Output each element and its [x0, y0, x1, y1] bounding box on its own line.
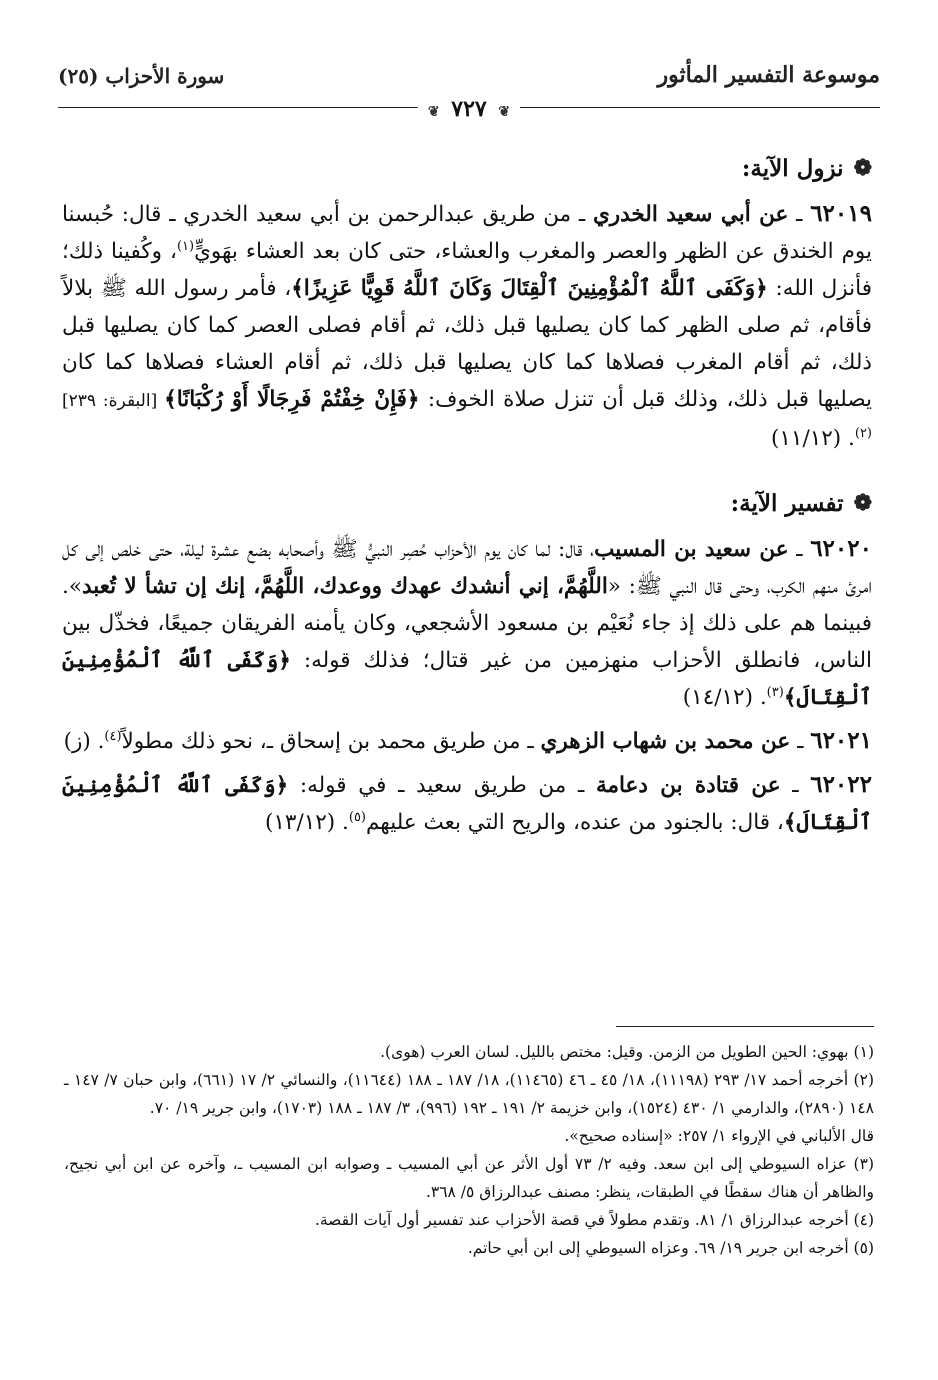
narration-text: ـ من طريق محمد بن إسحاق ـ، نحو ذلك مطولاً — [121, 729, 541, 754]
narration-text: ـ من طريق عبدالرحمن بن أبي سعيد الخدري ـ قال: حُبسنا يوم الخندق عن الظهر والعصر والمغرب والعشاء، حتى كان بعد العشاء بهَويٍّ — [62, 202, 872, 264]
narration-62020: ٦٢٠٢٠ ـ عن سعيد بن المسيب، قال: لما كان يوم الأحزاب حُصِر النبيُّ ﷺ وأصحابه بضع عشرة ليلة، حتى خلص إلى كل امرئ منهم الكرب، وحتى قال النبي ﷺ: «اللَّهُمَّ، إني أنشدك عهدك ووعدك، اللَّهُمَّ، إنك إن تشأ لا تُعبد». فبينما هم على ذلك إذ جاء نُعَيْم بن مسعود الأشجعي، وكان يأمنه الفريقان جميعًا، فخذّل بين الناس، فانطلق الأحزاب منهزمين من غير قتال؛ فذلك قوله: ﴿وَكَفَى ٱللَّهُ ٱلْمُؤْمِنِينَ ٱلْقِتَالَ﴾$^{(٣)}$. (١٤/١٢) — [62, 535, 872, 710]
footnote-marker[interactable]: (١) — [176, 238, 195, 254]
footnote-3: (٣) عزاه السيوطي إلى ابن سعد. وفيه ٢/ ٧٣ أول الأثر عن أبي المسيب ـ وصوابه ابن المسيب ـ، وآخره عن ابن أبي نجيح، والظاهر أن هناك سقطًا في الطبقات، ينظر: مصنف عبدالرزاق ٥/ ٣٦٨. — [64, 1155, 874, 1201]
ornament-icon: ❦ — [498, 104, 511, 120]
footnote-5: (٥) أخرجه ابن جرير ١٩/ ٦٩. وعزاه السيوطي إلى ابن أبي حاتم. — [467, 1239, 874, 1257]
footnote-2-grading: قال الألباني في الإرواء ١/ ٢٥٧: «إسناده صحيح». — [564, 1127, 874, 1145]
quran-verse: ﴿وَكَفَى ٱللَّهُ ٱلْمُؤْمِنِينَ ٱلْقِتَالَ﴾ — [62, 773, 872, 835]
narration-62022: ٦٢٠٢٢ ـ عن قتادة بن دعامة ـ من طريق سعيد ـ في قوله: ﴿وَكَفَى ٱللَّهُ ٱلْمُؤْمِنِينَ ٱلْقِتَالَ﴾، قال: بالجنود من عنده، والريح التي بعث عليهم$^{(٥)}$. (١٣/١٢) — [62, 771, 872, 835]
section-heading-text: نزول الآية: — [741, 155, 844, 182]
quran-verse: ﴿وَكَفَى ٱللَّهُ ٱلْمُؤْمِنِينَ ٱلْقِتَالَ﴾ — [62, 648, 872, 710]
volume-reference: . (١١/١٢) — [770, 426, 855, 451]
main-text — [62, 150, 872, 847]
footnote-2: (٢) أخرجه أحمد ١٧/ ٢٩٣ (١١١٩٨)، ١٨/ ٤٥ ـ ٤٦ (١١٤٦٥)، ١٨/ ١٨٧ ـ ١٨٨ (١١٦٤٤)، والنسائي ٢/ ١٧ (٦٦١)، وابن حبان ٧/ ١٤٧ ـ ١٤٨ (٢٨٩٠)، والدارمي ١/ ٤٣٠ (١٥٢٤)، وابن خزيمة ٢/ ١٩١ ـ ١٩٢ (٩٩٦)، ٣/ ١٨٧ ـ ١٨٨ (١٧٠٣)، وابن جرير ١٩/ ٧٠. — [64, 1071, 874, 1117]
narration-text: ، قال: لما كان يوم الأحزاب حُصِر النبيُّ ﷺ وأصحابه بضع عشرة ليلة، حتى خلص إلى كل امرئ منهم الكرب، وحتى قال النبي ﷺ: « — [62, 537, 872, 599]
narration-number: ٦٢٠٢١ — [810, 727, 872, 754]
flower-icon: ❁ — [853, 490, 872, 516]
footnote-marker[interactable]: (٢) — [854, 425, 872, 441]
section-heading-tafsir — [62, 485, 872, 522]
prophetic-quote: اللَّهُمَّ، إني أنشدك عهدك ووعدك، اللَّهُمَّ، إنك إن تشأ لا تُعبد — [82, 574, 608, 599]
page-header — [58, 62, 880, 122]
volume-reference: . (١٤/١٢) — [682, 685, 767, 710]
footnote-marker[interactable]: (٥) — [348, 809, 366, 825]
narrator-name: عن أبي سعيد الخدري — [592, 202, 789, 227]
narration-text: ـ من طريق سعيد ـ في قوله: — [288, 773, 596, 798]
narration-number: ٦٢٠٢٢ — [810, 771, 872, 798]
quran-verse: ﴿وَكَفَى ٱللَّهُ ٱلْمُؤْمِنِينَ ٱلْقِتَالَ وَكَانَ ٱللَّهُ قَوِيًّا عَزِيزًا﴾ — [291, 276, 768, 301]
narration-number: ٦٢٠٢٠ — [810, 535, 872, 562]
ornament-icon: ❦ — [427, 104, 440, 120]
header-rule-right — [520, 107, 880, 108]
narration-62019: ٦٢٠١٩ ـ عن أبي سعيد الخدري ـ من طريق عبدالرحمن بن أبي سعيد الخدري ـ قال: حُبسنا يوم الخندق عن الظهر والعصر والمغرب والعشاء، حتى كان بعد العشاء بهَويٍّ$^{(١)}$، وكُفينا ذلك؛ فأنزل الله: ﴿وَكَفَى ٱللَّهُ ٱلْمُؤْمِنِينَ ٱلْقِتَالَ وَكَانَ ٱللَّهُ قَوِيًّا عَزِيزًا﴾، فأمر رسول الله ﷺ بلالاً فأقام، ثم صلى الظهر كما كان يصليها قبل ذلك، ثم أقام فصلى العصر كما كان يصليها قبل ذلك، ثم أقام المغرب فصلاها كما كان يصليها قبل ذلك، ثم أقام العشاء فصلاها كما كان يصليها قبل ذلك، وذلك قبل أن تنزل صلاة الخوف: ﴿فَإِنْ خِفْتُمْ فَرِجَالًا أَوْ رُكْبَانًا﴾ [البقرة: ٢٣٩]$^{(٢)}$. (١١/١٢) — [62, 200, 873, 451]
volume-reference: . (ز) — [63, 729, 105, 754]
footnote-1: (١) بهوي: الحين الطويل من الزمن. وقيل: مختص بالليل. لسان العرب (هوى). — [380, 1043, 874, 1061]
narrator-name: عن قتادة بن دعامة — [595, 773, 781, 798]
section-heading-text: تفسير الآية: — [730, 490, 844, 517]
flower-icon: ❁ — [853, 155, 872, 181]
narrator-name: عن سعيد بن المسيب — [594, 537, 789, 562]
narrator-name: عن محمد بن شهاب الزهري — [540, 729, 791, 754]
surah-title: سورة الأحزاب (٢٥) — [58, 64, 225, 88]
section-gap — [62, 463, 872, 485]
narration-number: ٦٢٠١٩ — [810, 200, 872, 227]
footnote-4: (٤) أخرجه عبدالرزاق ١/ ٨١. وتقدم مطولاً في قصة الأحزاب عند تفسير أول آيات القصة. — [314, 1211, 874, 1229]
section-heading-nuzul — [62, 150, 872, 187]
running-title: موسوعة التفسير المأثور — [657, 62, 880, 88]
quran-verse: ﴿فَإِنْ خِفْتُمْ فَرِجَالًا أَوْ رُكْبَانًا﴾ — [164, 387, 420, 412]
footnotes — [64, 1038, 874, 1262]
footnote-marker[interactable]: (٣) — [766, 684, 784, 700]
narration-text: ». فبينما هم على ذلك إذ جاء نُعَيْم بن مسعود الأشجعي، وكان يأمنه الفريقان جميعًا، فخذّل بين الناس، فانطلق الأحزاب منهزمين من غير قتال؛ فذلك قوله: — [62, 574, 872, 673]
volume-reference: . (١٣/١٢) — [264, 810, 349, 835]
page-number: ٧٢٧ — [451, 96, 487, 122]
header-rule-left — [58, 107, 418, 108]
narration-text: ، وكُفينا ذلك؛ فأنزل الله: — [62, 239, 872, 301]
page-number-group — [418, 96, 520, 122]
narration-62021: ٦٢٠٢١ ـ عن محمد بن شهاب الزهري ـ من طريق محمد بن إسحاق ـ، نحو ذلك مطولاً$^{(٤)}$. (ز) — [63, 727, 872, 754]
narration-text: ، قال: بالجنود من عنده، والريح التي بعث عليهم — [366, 810, 784, 835]
verse-reference: [البقرة: ٢٣٩] — [62, 391, 165, 411]
narration-text: ، فأمر رسول الله ﷺ بلالاً فأقام، ثم صلى الظهر كما كان يصليها قبل ذلك، ثم أقام فصلى العصر كما كان يصليها قبل ذلك، ثم أقام المغرب فصلاها كما كان يصليها قبل ذلك، ثم أقام العشاء فصلاها كما كان يصليها قبل ذلك، وذلك قبل أن تنزل صلاة الخوف: — [62, 276, 873, 412]
footnote-marker[interactable]: (٤) — [104, 728, 122, 744]
footnote-separator — [616, 1026, 874, 1027]
